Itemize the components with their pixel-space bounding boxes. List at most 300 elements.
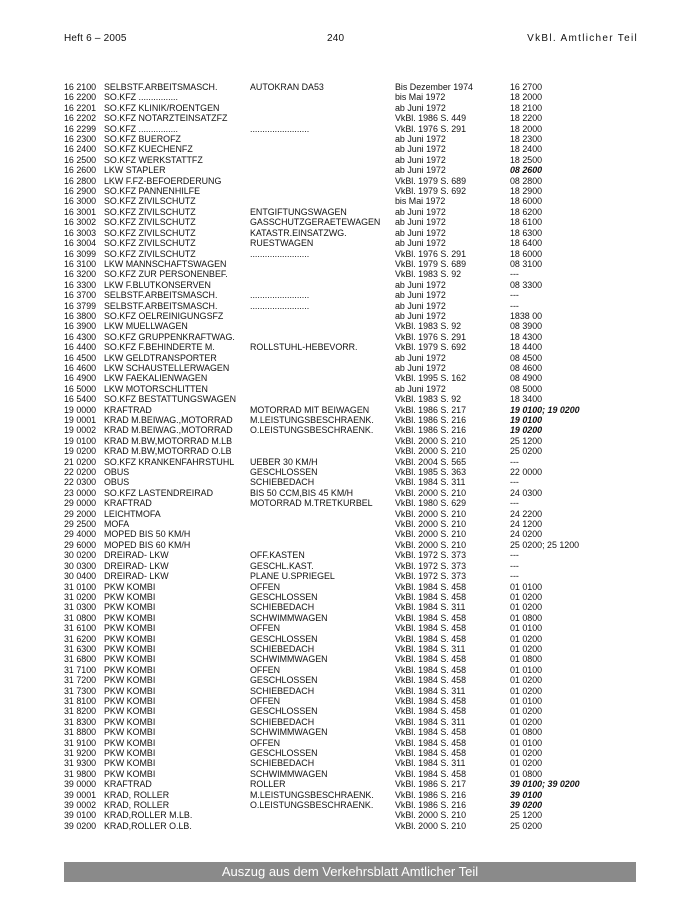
cell-new-code: 19 0100; 19 0200 — [510, 404, 580, 415]
cell-reference: ab Juni 1972 — [395, 144, 446, 155]
cell-new-code: 18 2900 — [510, 186, 543, 197]
cell-reference: VkBl. 1984 S. 458 — [395, 768, 467, 779]
cell-new-code: 01 0100 — [510, 737, 543, 748]
cell-reference: ab Juni 1972 — [395, 238, 446, 249]
cell-description: OBUS — [104, 477, 130, 488]
cell-code: 30 0300 — [64, 560, 97, 571]
cell-description: SO.KFZ ................ — [104, 92, 178, 103]
cell-extra: SCHWIMMWAGEN — [250, 654, 328, 665]
cell-reference: bis Mai 1972 — [395, 196, 446, 207]
vehicle-code-table — [64, 82, 620, 831]
cell-description: MOPED BIS 60 KM/H — [104, 539, 191, 550]
cell-reference: VkBl. 1984 S. 458 — [395, 633, 467, 644]
cell-extra: OFF.KASTEN — [250, 550, 305, 561]
cell-description: PKW KOMBI — [104, 716, 156, 727]
table-row — [64, 155, 620, 165]
cell-description: PKW KOMBI — [104, 633, 156, 644]
cell-extra — [250, 92, 395, 102]
cell-new-code: 24 2200 — [510, 508, 543, 519]
table-row — [64, 540, 620, 550]
cell-extra: RUESTWAGEN — [250, 238, 314, 249]
cell-new-code: 18 6000 — [510, 196, 543, 207]
cell-description: DREIRAD- LKW — [104, 550, 169, 561]
table-row — [64, 675, 620, 685]
cell-description: PKW KOMBI — [104, 685, 156, 696]
cell-extra: SCHWIMMWAGEN — [250, 612, 328, 623]
cell-new-code: --- — [510, 550, 519, 561]
cell-description: SO.KFZ PANNENHILFE — [104, 186, 200, 197]
cell-code: 16 2500 — [64, 154, 97, 165]
table-row — [64, 384, 620, 394]
cell-reference: VkBl. 1984 S. 458 — [395, 654, 467, 665]
cell-extra: GESCHLOSSEN — [250, 467, 318, 478]
table-row — [64, 821, 620, 831]
cell-description: LEICHTMOFA — [104, 508, 161, 519]
cell-description: PKW KOMBI — [104, 737, 156, 748]
table-row — [64, 748, 620, 758]
cell-reference: VkBl. 1984 S. 311 — [395, 685, 466, 696]
cell-code: 16 3000 — [64, 196, 97, 207]
cell-extra: OFFEN — [250, 623, 281, 634]
cell-reference: ab Juni 1972 — [395, 154, 446, 165]
cell-code: 31 6800 — [64, 654, 97, 665]
cell-extra: SCHIEBEDACH — [250, 716, 315, 727]
table-row — [64, 529, 620, 539]
table-row — [64, 280, 620, 290]
cell-extra — [250, 186, 395, 196]
cell-description: SO.KFZ KRANKENFAHRSTUHL — [104, 456, 235, 467]
cell-extra — [250, 821, 395, 831]
cell-extra — [250, 509, 395, 519]
footer-banner: Auszug aus dem Verkehrsblatt Amtlicher Teil — [64, 862, 636, 882]
cell-reference: VkBl. 1995 S. 162 — [395, 373, 467, 384]
cell-extra — [250, 394, 395, 404]
table-row — [64, 332, 620, 342]
cell-extra: MOTORRAD MIT BEIWAGEN — [250, 404, 370, 415]
table-row — [64, 779, 620, 789]
cell-extra: PLANE U.SPRIEGEL — [250, 571, 335, 582]
table-row — [64, 311, 620, 321]
cell-reference: VkBl. 1984 S. 458 — [395, 737, 467, 748]
cell-description: PKW KOMBI — [104, 664, 156, 675]
cell-code: 31 0100 — [64, 581, 97, 592]
table-row — [64, 634, 620, 644]
cell-code: 16 2800 — [64, 175, 97, 186]
table-row — [64, 654, 620, 664]
cell-extra: BIS 50 CCM,BIS 45 KM/H — [250, 487, 354, 498]
cell-description: MOPED BIS 50 KM/H — [104, 529, 191, 540]
cell-new-code: 18 2400 — [510, 144, 543, 155]
cell-code: 16 5000 — [64, 383, 97, 394]
cell-code: 39 0002 — [64, 800, 97, 811]
cell-new-code: 01 0200 — [510, 643, 543, 654]
cell-reference: VkBl. 1986 S. 449 — [395, 113, 467, 124]
cell-reference: VkBl. 1976 S. 291 — [395, 248, 467, 259]
cell-new-code: 18 2500 — [510, 154, 543, 165]
cell-new-code: 24 0200 — [510, 529, 543, 540]
cell-new-code: 01 0100 — [510, 581, 543, 592]
cell-code: 19 0200 — [64, 446, 97, 457]
cell-reference: VkBl. 1984 S. 458 — [395, 695, 467, 706]
cell-description: KRAD M.BEIWAG.,MOTORRAD — [104, 425, 233, 436]
cell-code: 29 0000 — [64, 498, 97, 509]
cell-new-code: 18 2100 — [510, 102, 543, 113]
cell-reference: VkBl. 1984 S. 458 — [395, 612, 467, 623]
cell-description: SELBSTF.ARBEITSMASCH. — [104, 82, 218, 92]
cell-reference: VkBl. 1984 S. 311 — [395, 477, 466, 488]
table-row — [64, 186, 620, 196]
cell-code: 16 3200 — [64, 269, 97, 280]
cell-new-code: 01 0200 — [510, 675, 543, 686]
table-row — [64, 467, 620, 477]
cell-code: 23 0000 — [64, 487, 97, 498]
cell-new-code: 08 3300 — [510, 279, 543, 290]
cell-new-code: 01 0800 — [510, 768, 543, 779]
cell-new-code: --- — [510, 290, 519, 301]
cell-description: KRAD M.BEIWAG.,MOTORRAD — [104, 415, 233, 425]
cell-extra: GESCHLOSSEN — [250, 633, 318, 644]
cell-code: 31 9800 — [64, 768, 97, 779]
cell-reference: VkBl. 1985 S. 363 — [395, 467, 467, 478]
cell-code: 16 2202 — [64, 113, 97, 124]
cell-reference: ab Juni 1972 — [395, 362, 446, 373]
cell-reference: Bis Dezember 1974 — [395, 82, 473, 92]
cell-reference: ab Juni 1972 — [395, 217, 446, 228]
cell-reference: VkBl. 1976 S. 291 — [395, 331, 467, 342]
cell-new-code: 25 1200 — [510, 810, 543, 821]
cell-extra — [250, 321, 395, 331]
cell-extra: AUTOKRAN DA53 — [250, 82, 324, 92]
cell-description: KRAD,ROLLER O.LB. — [104, 820, 192, 831]
cell-new-code: 18 6100 — [510, 217, 543, 228]
cell-new-code: 01 0200 — [510, 706, 543, 717]
cell-description: PKW KOMBI — [104, 675, 156, 686]
cell-code: 30 0400 — [64, 571, 97, 582]
cell-reference: VkBl. 1984 S. 458 — [395, 664, 467, 675]
cell-code: 16 3300 — [64, 279, 97, 290]
cell-extra: OFFEN — [250, 737, 281, 748]
table-row — [64, 228, 620, 238]
cell-code: 31 8200 — [64, 706, 97, 717]
cell-code: 31 7100 — [64, 664, 97, 675]
cell-reference: VkBl. 1972 S. 373 — [395, 550, 467, 561]
cell-description: KRAD, ROLLER — [104, 800, 170, 811]
cell-extra — [250, 384, 395, 394]
cell-reference: VkBl. 1972 S. 373 — [395, 571, 467, 582]
cell-description: PKW KOMBI — [104, 727, 156, 738]
cell-extra — [250, 519, 395, 529]
table-row — [64, 686, 620, 696]
cell-reference: VkBl. 2004 S. 565 — [395, 456, 467, 467]
cell-code: 31 9100 — [64, 737, 97, 748]
cell-code: 39 0001 — [64, 789, 97, 800]
cell-reference: VkBl. 1972 S. 373 — [395, 560, 467, 571]
cell-extra — [250, 810, 395, 820]
table-row — [64, 498, 620, 508]
cell-description: SO.KFZ ZUR PERSONENBEF. — [104, 269, 228, 280]
cell-reference: VkBl. 1980 S. 629 — [395, 498, 467, 509]
cell-new-code: --- — [510, 560, 519, 571]
publication-title: VkBl. Amtlicher Teil — [527, 33, 638, 44]
cell-extra: ........................ — [250, 248, 310, 259]
table-row — [64, 769, 620, 779]
table-row — [64, 738, 620, 748]
cell-new-code: 24 0300 — [510, 487, 543, 498]
cell-new-code: 39 0100; 39 0200 — [510, 779, 580, 790]
cell-new-code: 01 0100 — [510, 695, 543, 706]
cell-description: PKW KOMBI — [104, 581, 156, 592]
cell-new-code: 01 0800 — [510, 654, 543, 665]
cell-reference: ab Juni 1972 — [395, 102, 446, 113]
cell-code: 16 4500 — [64, 352, 97, 363]
cell-extra: O.LEISTUNGSBESCHRAENK. — [250, 800, 374, 811]
table-row — [64, 92, 620, 102]
table-row — [64, 790, 620, 800]
cell-code: 31 9200 — [64, 748, 97, 758]
cell-extra — [250, 269, 395, 279]
cell-new-code: 08 5000 — [510, 383, 543, 394]
cell-new-code: 39 0200 — [510, 800, 543, 811]
table-row — [64, 644, 620, 654]
cell-new-code: 08 3100 — [510, 258, 543, 269]
cell-extra — [250, 353, 395, 363]
table-row — [64, 134, 620, 144]
cell-new-code: --- — [510, 456, 519, 467]
cell-description: SO.KFZ ZIVILSCHUTZ — [104, 206, 196, 217]
cell-description: SO.KFZ ZIVILSCHUTZ — [104, 248, 196, 259]
cell-reference: VkBl. 2000 S. 210 — [395, 539, 467, 550]
cell-new-code: 18 4400 — [510, 342, 543, 353]
cell-reference: ab Juni 1972 — [395, 227, 446, 238]
table-row — [64, 696, 620, 706]
cell-new-code: 01 0200 — [510, 748, 543, 758]
cell-code: 31 8800 — [64, 727, 97, 738]
cell-reference: VkBl. 1984 S. 311 — [395, 758, 466, 769]
table-row — [64, 592, 620, 602]
cell-code: 29 6000 — [64, 539, 97, 550]
cell-code: 16 3799 — [64, 300, 97, 311]
cell-description: SO.KFZ ZIVILSCHUTZ — [104, 238, 196, 249]
cell-description: PKW KOMBI — [104, 643, 156, 654]
table-row — [64, 727, 620, 737]
cell-description: LKW MOTORSCHLITTEN — [104, 383, 208, 394]
cell-code: 31 6200 — [64, 633, 97, 644]
cell-new-code: 25 1200 — [510, 435, 543, 446]
page-number: 240 — [327, 33, 345, 44]
cell-extra: SCHIEBEDACH — [250, 602, 315, 613]
cell-reference: VkBl. 1979 S. 689 — [395, 258, 467, 269]
table-row — [64, 176, 620, 186]
cell-new-code: 01 0200 — [510, 716, 543, 727]
table-row — [64, 301, 620, 311]
cell-code: 29 2500 — [64, 519, 97, 530]
cell-description: LKW MANNSCHAFTSWAGEN — [104, 258, 227, 269]
table-row — [64, 550, 620, 560]
cell-code: 31 0200 — [64, 591, 97, 602]
cell-extra: GESCHLOSSEN — [250, 675, 318, 686]
table-row — [64, 363, 620, 373]
cell-description: LKW GELDTRANSPORTER — [104, 352, 217, 363]
cell-new-code: 18 6000 — [510, 248, 543, 259]
cell-new-code: 01 0200 — [510, 633, 543, 644]
table-row — [64, 249, 620, 259]
table-row — [64, 290, 620, 300]
cell-code: 19 0100 — [64, 435, 97, 446]
table-row — [64, 477, 620, 487]
cell-code: 31 0300 — [64, 602, 97, 613]
cell-description: KRAD M.BW,MOTORRAD O.LB — [104, 446, 232, 457]
cell-description: MOFA — [104, 519, 130, 530]
cell-extra — [250, 280, 395, 290]
cell-extra: ENTGIFTUNGSWAGEN — [250, 206, 347, 217]
cell-new-code: 22 0000 — [510, 467, 543, 478]
cell-code: 39 0000 — [64, 779, 97, 790]
cell-new-code: 39 0100 — [510, 789, 543, 800]
cell-new-code: 01 0800 — [510, 727, 543, 738]
cell-reference: VkBl. 1984 S. 458 — [395, 706, 467, 717]
table-row — [64, 269, 620, 279]
cell-new-code: 18 2200 — [510, 113, 543, 124]
cell-reference: ab Juni 1972 — [395, 352, 446, 363]
cell-extra — [250, 373, 395, 383]
cell-reference: VkBl. 1983 S. 92 — [395, 394, 462, 405]
cell-extra: SCHIEBEDACH — [250, 685, 315, 696]
cell-extra: SCHWIMMWAGEN — [250, 768, 328, 779]
cell-extra: SCHIEBEDACH — [250, 643, 315, 654]
cell-description: PKW KOMBI — [104, 602, 156, 613]
cell-code: 16 4300 — [64, 331, 97, 342]
cell-reference: VkBl. 2000 S. 210 — [395, 529, 467, 540]
cell-extra: GESCHLOSSEN — [250, 591, 318, 602]
cell-description: PKW KOMBI — [104, 654, 156, 665]
cell-code: 30 0200 — [64, 550, 97, 561]
cell-reference: ab Juni 1972 — [395, 165, 446, 176]
cell-reference: VkBl. 1979 S. 692 — [395, 342, 467, 353]
table-row — [64, 519, 620, 529]
cell-reference: VkBl. 1984 S. 458 — [395, 581, 467, 592]
table-row — [64, 602, 620, 612]
cell-reference: ab Juni 1972 — [395, 300, 446, 311]
cell-reference: VkBl. 2000 S. 210 — [395, 519, 467, 530]
cell-code: 31 0800 — [64, 612, 97, 623]
cell-description: LKW STAPLER — [104, 165, 166, 176]
cell-reference: VkBl. 2000 S. 210 — [395, 810, 467, 821]
cell-code: 31 8300 — [64, 716, 97, 727]
cell-code: 31 8100 — [64, 695, 97, 706]
table-row — [64, 488, 620, 498]
cell-code: 16 2900 — [64, 186, 97, 197]
cell-extra — [250, 529, 395, 539]
table-row — [64, 582, 620, 592]
cell-extra: GASSCHUTZGERAETEWAGEN — [250, 217, 381, 228]
cell-reference: ab Juni 1972 — [395, 206, 446, 217]
cell-new-code: --- — [510, 477, 519, 488]
cell-extra — [250, 134, 395, 144]
table-row — [64, 613, 620, 623]
table-row — [64, 259, 620, 269]
cell-description: SO.KFZ ................ — [104, 123, 178, 134]
cell-description: SELBSTF.ARBEITSMASCH. — [104, 290, 218, 301]
table-row — [64, 509, 620, 519]
cell-new-code: 01 0200 — [510, 685, 543, 696]
cell-code: 19 0002 — [64, 425, 97, 436]
cell-extra — [250, 144, 395, 154]
cell-new-code: 01 0200 — [510, 758, 543, 769]
cell-reference: VkBl. 2000 S. 210 — [395, 508, 467, 519]
cell-new-code: --- — [510, 269, 519, 280]
cell-description: KRAD,ROLLER M.LB. — [104, 810, 193, 821]
cell-reference: VkBl. 2000 S. 210 — [395, 487, 467, 498]
cell-code: 16 3099 — [64, 248, 97, 259]
cell-new-code: 08 2800 — [510, 175, 543, 186]
cell-extra: MOTORRAD M.TRETKURBEL — [250, 498, 373, 509]
cell-code: 21 0200 — [64, 456, 97, 467]
cell-description: SO.KFZ ZIVILSCHUTZ — [104, 217, 196, 228]
cell-code: 16 2201 — [64, 102, 97, 113]
cell-extra: OFFEN — [250, 664, 281, 675]
cell-new-code: 01 0100 — [510, 664, 543, 675]
cell-reference: VkBl. 1984 S. 311 — [395, 716, 466, 727]
cell-extra — [250, 155, 395, 165]
cell-code: 16 4400 — [64, 342, 97, 353]
cell-reference: VkBl. 1979 S. 689 — [395, 175, 467, 186]
cell-new-code: 08 4900 — [510, 373, 543, 384]
cell-reference: VkBl. 1983 S. 92 — [395, 321, 462, 332]
cell-code: 16 3001 — [64, 206, 97, 217]
cell-new-code: 18 2000 — [510, 92, 543, 103]
cell-description: LKW SCHAUSTELLERWAGEN — [104, 362, 230, 373]
cell-code: 16 3004 — [64, 238, 97, 249]
cell-new-code: 08 4500 — [510, 352, 543, 363]
cell-extra — [250, 446, 395, 456]
cell-code: 39 0100 — [64, 810, 97, 821]
cell-reference: bis Mai 1972 — [395, 92, 446, 103]
cell-description: DREIRAD- LKW — [104, 560, 169, 571]
cell-new-code: 24 1200 — [510, 519, 543, 530]
table-row — [64, 144, 620, 154]
table-row — [64, 394, 620, 404]
cell-extra — [250, 103, 395, 113]
cell-reference: VkBl. 1984 S. 458 — [395, 591, 467, 602]
cell-reference: VkBl. 1984 S. 458 — [395, 748, 467, 758]
table-row — [64, 706, 620, 716]
cell-new-code: 01 0200 — [510, 591, 543, 602]
cell-reference: VkBl. 1986 S. 216 — [395, 415, 467, 425]
cell-description: LKW MUELLWAGEN — [104, 321, 188, 332]
table-row — [64, 207, 620, 217]
cell-new-code: 08 3900 — [510, 321, 543, 332]
cell-new-code: 08 4600 — [510, 362, 543, 373]
cell-code: 31 7300 — [64, 685, 97, 696]
cell-code: 31 6300 — [64, 643, 97, 654]
issue-label: Heft 6 – 2005 — [64, 33, 127, 44]
cell-extra: OFFEN — [250, 581, 281, 592]
table-row — [64, 217, 620, 227]
cell-description: PKW KOMBI — [104, 706, 156, 717]
cell-new-code: 25 0200 — [510, 446, 543, 457]
cell-description: PKW KOMBI — [104, 748, 156, 758]
cell-reference: VkBl. 1979 S. 692 — [395, 186, 467, 197]
table-row — [64, 103, 620, 113]
cell-code: 16 2200 — [64, 92, 97, 103]
cell-extra: ........................ — [250, 290, 310, 301]
cell-code: 16 3002 — [64, 217, 97, 228]
cell-reference: VkBl. 1984 S. 458 — [395, 675, 467, 686]
cell-new-code: 18 2000 — [510, 123, 543, 134]
cell-extra — [250, 196, 395, 206]
cell-code: 16 4600 — [64, 362, 97, 373]
cell-extra — [250, 259, 395, 269]
